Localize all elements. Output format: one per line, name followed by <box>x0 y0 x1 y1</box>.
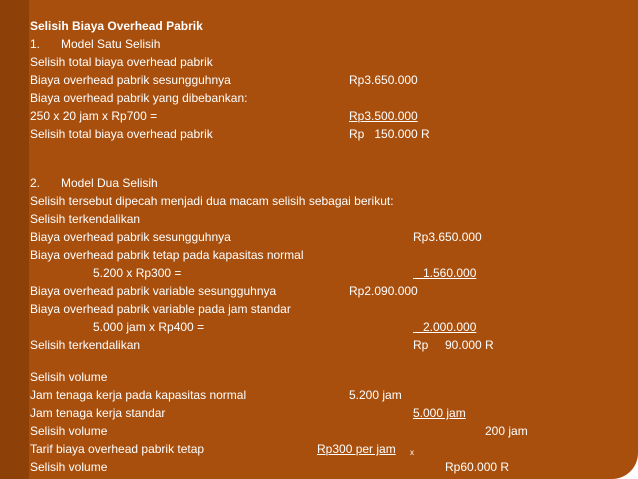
section2-line9-value: Rp 90.000 R <box>413 338 494 352</box>
section3-line5-label: Tarif biaya overhead pabrik tetap <box>30 442 205 456</box>
section3-line5-value: Rp300 per jam <box>317 442 396 456</box>
section2-line6-value: Rp2.090.000 <box>349 284 418 298</box>
section1-heading-number: 1. <box>30 37 41 51</box>
slide-title: Selisih Biaya Overhead Pabrik <box>30 19 203 33</box>
section1-line5-value: Rp 150.000 R <box>349 127 430 141</box>
section1-line3-label: Biaya overhead pabrik yang dibebankan: <box>30 91 248 105</box>
section1-line1: Selisih total biaya overhead pabrik <box>30 55 213 69</box>
section2-line8-label: 5.000 jam x Rp400 = <box>93 320 205 334</box>
section3-line1: Selisih volume <box>30 370 108 384</box>
section1-line4-value: Rp3.500.000 <box>349 109 418 123</box>
section2-heading-number: 2. <box>30 176 41 190</box>
section3-line6-value: Rp60.000 R <box>445 460 510 474</box>
section3-line3-label: Jam tenaga kerja standar <box>30 406 166 420</box>
section2-line2: Selisih terkendalikan <box>30 212 141 226</box>
section2-heading: Model Dua Selisih <box>61 176 158 190</box>
section2-line9-label: Selisih terkendalikan <box>30 338 141 352</box>
section3-line4-value: 200 jam <box>485 424 528 438</box>
section3-line6-label: Selisih volume <box>30 460 108 474</box>
section1-line2-label: Biaya overhead pabrik sesungguhnya <box>30 73 231 87</box>
section2-line4-label: Biaya overhead pabrik tetap pada kapasitas normal <box>30 248 304 262</box>
section1-line4-label: 250 x 20 jam x Rp700 = <box>30 109 158 123</box>
section2-line6-label: Biaya overhead pabrik variable sesungguhnya <box>30 284 277 298</box>
section2-line3-value: Rp3.650.000 <box>413 230 482 244</box>
section1-line2-value: Rp3.650.000 <box>349 73 418 87</box>
section2-line8-value: 2.000.000 <box>413 320 477 334</box>
section3-line3-value: 5.000 jam <box>413 406 466 420</box>
section1-line5-label: Selisih total biaya overhead pabrik <box>30 127 213 141</box>
section2-line7-label: Biaya overhead pabrik variable pada jam standar <box>30 302 291 316</box>
section2-line1: Selisih tersebut dipecah menjadi dua macam selisih sebagai berikut: <box>30 194 394 208</box>
multiply-sign: x <box>410 448 414 457</box>
section3-line2-label: Jam tenaga kerja pada kapasitas normal <box>30 388 247 402</box>
section3-line2-value: 5.200 jam <box>349 388 402 402</box>
section2-line3-label: Biaya overhead pabrik sesungguhnya <box>30 230 231 244</box>
section2-line5-value: 1.560.000 <box>413 266 477 280</box>
section2-line5-label: 5.200 x Rp300 = <box>93 266 182 280</box>
section1-heading: Model Satu Selisih <box>61 37 161 51</box>
section3-line4-label: Selisih volume <box>30 424 108 438</box>
